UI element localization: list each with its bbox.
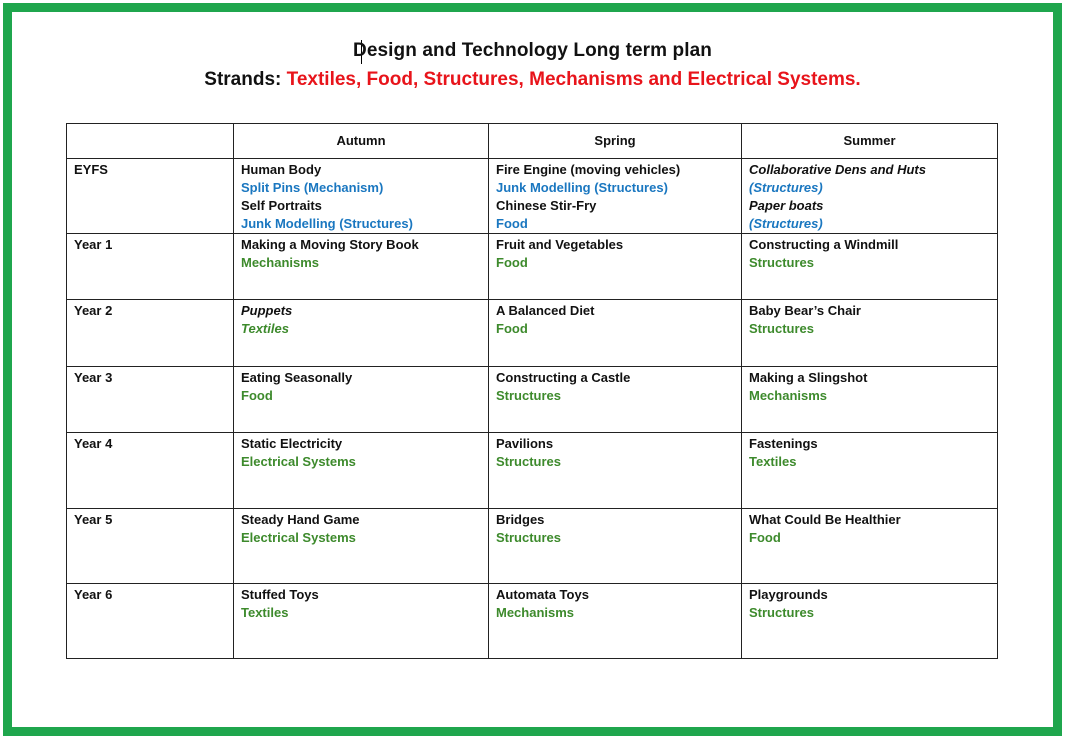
row-label: Year 5 [67, 509, 234, 584]
table-header-row [67, 124, 998, 159]
cell-autumn [234, 159, 489, 234]
cell-autumn [234, 509, 489, 584]
project-title: Puppets [241, 303, 293, 318]
cell-spring [489, 300, 742, 367]
row-label: Year 6 [67, 584, 234, 659]
cell-autumn [234, 367, 489, 433]
cell-summer [742, 300, 998, 367]
project-title: Bridges [496, 512, 545, 527]
strand-label: Electrical Systems [241, 530, 356, 545]
project-title: Static Electricity [241, 436, 343, 451]
project-title: What Could Be Healthier [749, 512, 901, 527]
cell-spring [489, 159, 742, 234]
table-row [67, 509, 998, 584]
strand-label: Food [496, 255, 528, 270]
row-label: Year 1 [67, 234, 234, 300]
project-title: Human Body [241, 162, 322, 177]
table-body [67, 159, 998, 659]
strand-label: Food [496, 321, 528, 336]
project-title: Collaborative Dens and Huts [749, 162, 926, 177]
table-row [67, 433, 998, 509]
cell-summer [742, 509, 998, 584]
project-title: Constructing a Windmill [749, 237, 899, 252]
strand-label: (Structures) [749, 216, 823, 231]
header-summer: Summer [742, 124, 998, 159]
cell-spring [489, 509, 742, 584]
row-label: Year 4 [67, 433, 234, 509]
project-title: Fire Engine (moving vehicles) [496, 162, 681, 177]
strand-label: Food [496, 216, 528, 231]
table-row [67, 300, 998, 367]
cell-summer [742, 367, 998, 433]
cell-spring [489, 367, 742, 433]
project-title: Pavilions [496, 436, 554, 451]
strand-label: Split Pins (Mechanism) [241, 180, 384, 195]
strand-label: Structures [749, 605, 815, 620]
project-title: Fastenings [749, 436, 818, 451]
row-label: Year 2 [67, 300, 234, 367]
cell-spring [489, 234, 742, 300]
cell-summer [742, 433, 998, 509]
project-title: Steady Hand Game [241, 512, 360, 527]
subtitle-prefix: Strands: [204, 69, 287, 90]
header-empty [67, 124, 234, 159]
strand-label: Mechanisms [749, 388, 828, 403]
project-title: Making a Moving Story Book [241, 237, 419, 252]
header-autumn: Autumn [234, 124, 489, 159]
project-title: A Balanced Diet [496, 303, 595, 318]
strand-label: Junk Modelling (Structures) [241, 216, 413, 231]
strand-label: (Structures) [749, 180, 823, 195]
project-title: Paper boats [749, 198, 824, 213]
strand-label: Junk Modelling (Structures) [496, 180, 668, 195]
strand-label: Food [241, 388, 273, 403]
header-spring: Spring [489, 124, 742, 159]
cell-spring [489, 433, 742, 509]
table-row [67, 234, 998, 300]
project-title: Stuffed Toys [241, 587, 319, 602]
table-row [67, 367, 998, 433]
cell-summer [742, 234, 998, 300]
document-subtitle [0, 69, 1065, 91]
strand-label: Textiles [241, 605, 289, 620]
strand-label: Mechanisms [496, 605, 575, 620]
strand-label: Structures [496, 388, 562, 403]
strand-label: Structures [496, 454, 562, 469]
strand-label: Mechanisms [241, 255, 320, 270]
project-title: Constructing a Castle [496, 370, 631, 385]
strand-label: Food [749, 530, 781, 545]
project-title: Self Portraits [241, 198, 322, 213]
project-title: Chinese Stir-Fry [496, 198, 597, 213]
project-title: Baby Bear’s Chair [749, 303, 861, 318]
table-row [67, 159, 998, 234]
cell-autumn [234, 234, 489, 300]
strand-label: Structures [749, 255, 815, 270]
cell-autumn [234, 300, 489, 367]
strand-label: Textiles [749, 454, 797, 469]
project-title: Making a Slingshot [749, 370, 868, 385]
row-label: Year 3 [67, 367, 234, 433]
cell-summer [742, 159, 998, 234]
project-title: Fruit and Vegetables [496, 237, 624, 252]
document-title: Design and Technology Long term plan [353, 40, 712, 61]
strand-label: Electrical Systems [241, 454, 356, 469]
project-title: Eating Seasonally [241, 370, 353, 385]
cell-autumn [234, 584, 489, 659]
cell-summer [742, 584, 998, 659]
row-label: EYFS [67, 159, 234, 234]
subtitle-strands: Textiles, Food, Structures, Mechanisms and Electrical Systems. [286, 69, 861, 90]
strand-label: Textiles [241, 321, 289, 336]
project-title: Playgrounds [749, 587, 828, 602]
project-title: Automata Toys [496, 587, 589, 602]
strand-label: Structures [749, 321, 815, 336]
cell-spring [489, 584, 742, 659]
table-row [67, 584, 998, 659]
long-term-plan-table [66, 123, 998, 659]
strand-label: Structures [496, 530, 562, 545]
cell-autumn [234, 433, 489, 509]
